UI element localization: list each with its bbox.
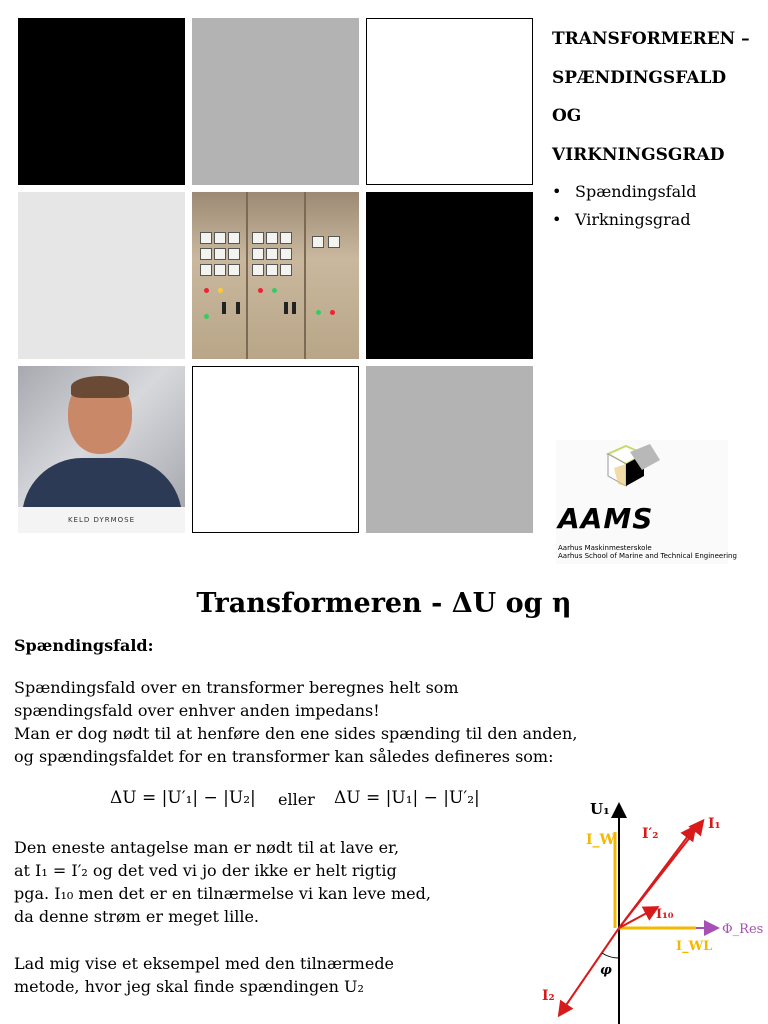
grid-tile-white-1 bbox=[366, 18, 533, 185]
grid-tile-gray-2 bbox=[366, 366, 533, 533]
equation-1: ΔU = |U′₁| − |U₂| bbox=[110, 788, 256, 808]
grid-tile-gray-1 bbox=[192, 18, 359, 185]
grid-tile-black-1 bbox=[18, 18, 185, 185]
page-title: Transformeren - ΔU og η bbox=[196, 588, 572, 619]
paragraph-1 bbox=[14, 676, 577, 768]
paragraph-line: Den eneste antagelse man er nødt til at lave er, bbox=[14, 838, 400, 857]
i2-prime-label: I′₂ bbox=[642, 826, 659, 842]
equation-separator: eller bbox=[278, 790, 315, 809]
iw-label: I_W bbox=[586, 832, 616, 848]
phi-res-label: Φ_Res bbox=[722, 922, 764, 937]
cover-title-line: VIRKNINGSGRAD bbox=[552, 144, 725, 165]
paragraph-line: spændingsfald over enhver anden impedans! bbox=[14, 701, 380, 720]
paragraph-line: og spændingsfaldet for en transformer kan således defineres som: bbox=[14, 747, 554, 766]
paragraph-line: metode, hvor jeg skal finde spændingen U₂ bbox=[14, 977, 364, 996]
section-heading: Spændingsfald: bbox=[14, 636, 154, 655]
aams-logo bbox=[556, 440, 737, 564]
grid-tile-white-2 bbox=[192, 366, 359, 533]
iwl-label: I_WL bbox=[676, 939, 713, 954]
phasor-diagram bbox=[530, 792, 766, 1024]
paragraph-line: pga. I₁₀ men det er en tilnærmelse vi kan leve med, bbox=[14, 884, 431, 903]
i1-label: I₁ bbox=[708, 816, 721, 832]
topic-item: • Spændingsfald bbox=[552, 178, 696, 206]
cover-title bbox=[552, 20, 762, 174]
paragraph-line: Spændingsfald over en transformer beregnes helt som bbox=[14, 678, 459, 697]
paragraph-line: at I₁ = I′₂ og det ved vi jo der ikke er helt rigtig bbox=[14, 861, 397, 880]
topic-item: • Virkningsgrad bbox=[552, 206, 696, 234]
logo-subtitle-2: Aarhus School of Marine and Technical Engineering bbox=[558, 552, 737, 560]
paragraph-2 bbox=[14, 836, 431, 928]
cover-title-line: SPÆNDINGSFALD bbox=[552, 67, 727, 88]
grid-tile-black-2 bbox=[366, 192, 533, 359]
i2-label: I₂ bbox=[542, 988, 555, 1004]
photo-caption: KELD DYRMOSE bbox=[18, 507, 185, 533]
phi-label: φ bbox=[600, 963, 612, 978]
cover-title-line: TRANSFORMEREN – bbox=[552, 29, 750, 49]
paragraph-line: Lad mig vise et eksempel med den tilnærmede bbox=[14, 954, 395, 973]
portrait-photo bbox=[18, 366, 185, 533]
cover-title-line: OG bbox=[552, 106, 582, 126]
i10-vector bbox=[619, 908, 656, 928]
logo-wordmark: AAMS bbox=[558, 502, 654, 535]
topic-list bbox=[552, 178, 696, 234]
u1-label: U₁ bbox=[590, 800, 610, 818]
paragraph-3 bbox=[14, 952, 394, 998]
cube-logo-icon bbox=[590, 440, 670, 502]
i10-label: I₁₀ bbox=[656, 907, 674, 922]
logo-subtitle-1: Aarhus Maskinmesterskole bbox=[558, 544, 652, 552]
paragraph-line: Man er dog nødt til at henføre den ene sides spænding til den anden, bbox=[14, 724, 578, 743]
grid-tile-light bbox=[18, 192, 185, 359]
equation-2: ΔU = |U₁| − |U′₂| bbox=[334, 788, 480, 808]
paragraph-line: da denne strøm er meget lille. bbox=[14, 907, 260, 926]
control-panel-photo bbox=[192, 192, 359, 359]
phi-angle-arc bbox=[602, 953, 619, 958]
